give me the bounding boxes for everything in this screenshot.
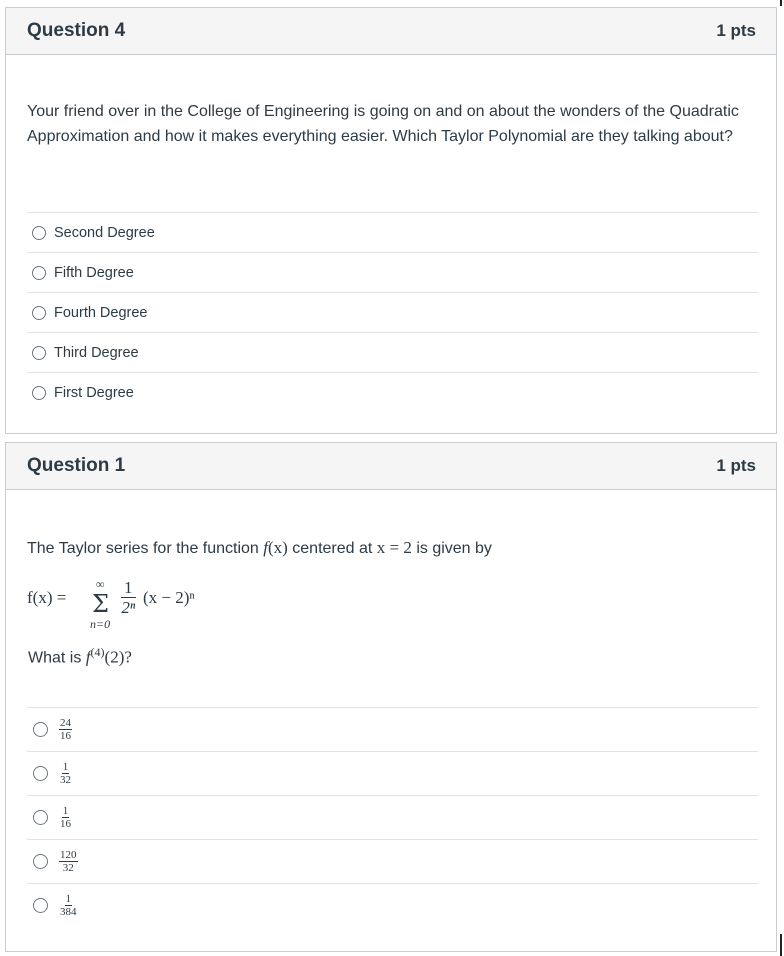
answer-option[interactable] xyxy=(27,252,758,292)
fraction-numerator: 120 xyxy=(60,849,77,861)
question-intro-text: centered at xyxy=(287,540,377,557)
fraction-denominator: 16 xyxy=(60,818,71,830)
answer-fraction xyxy=(59,849,78,874)
fraction-denominator: 384 xyxy=(60,906,77,918)
answer-option[interactable] xyxy=(27,372,758,412)
answer-option[interactable] xyxy=(27,795,758,839)
math-center: x = 2 xyxy=(376,538,412,557)
question-text xyxy=(27,535,747,561)
question-text: Your friend over in the College of Engineering is going on and on about the wonders of the Quadratic Approximation and how it makes everything easier. Which Taylor Polynomial are they talking about? xyxy=(27,103,739,145)
radio-button[interactable] xyxy=(32,226,46,240)
answer-option[interactable] xyxy=(27,212,758,252)
fraction-numerator: 24 xyxy=(60,717,71,729)
taylor-series-formula xyxy=(27,577,287,632)
window-edge-mark xyxy=(780,934,782,956)
fraction-denominator: 32 xyxy=(62,862,74,874)
fraction-numerator: 1 xyxy=(62,805,69,817)
question-ask xyxy=(28,645,132,667)
answer-label: Fifth Degree xyxy=(54,264,134,281)
answer-label: Third Degree xyxy=(54,344,139,361)
math-x: (x) xyxy=(268,538,288,557)
question-header xyxy=(6,443,776,490)
sum-lower-limit: n=0 xyxy=(90,617,111,631)
answer-option[interactable] xyxy=(27,751,758,795)
answer-label: First Degree xyxy=(54,384,134,401)
question-intro-text: The Taylor series for the function xyxy=(27,540,264,557)
radio-button[interactable] xyxy=(33,722,48,737)
formula-rhs: (x − 2)ⁿ xyxy=(143,588,195,607)
answer-fraction xyxy=(59,761,72,786)
fraction-numerator: 1 xyxy=(62,761,69,773)
fraction-denominator: 32 xyxy=(60,774,71,786)
question-title: Question 4 xyxy=(27,20,126,41)
question-4-card xyxy=(5,7,777,434)
fraction-denominator: 2ⁿ xyxy=(121,598,136,617)
question-intro-text: is given by xyxy=(411,540,492,557)
question-points: 1 pts xyxy=(716,21,756,40)
answer-label: Fourth Degree xyxy=(54,304,148,321)
answer-option[interactable] xyxy=(27,707,758,751)
radio-button[interactable] xyxy=(33,766,48,781)
answer-fraction xyxy=(59,805,72,830)
radio-button[interactable] xyxy=(32,386,46,400)
math-arg: (2)? xyxy=(104,647,132,667)
ask-text: What is xyxy=(28,649,86,667)
radio-button[interactable] xyxy=(32,306,46,320)
sum-upper-limit: ∞ xyxy=(96,577,105,591)
radio-button[interactable] xyxy=(33,854,48,869)
radio-button[interactable] xyxy=(33,810,48,825)
question-header xyxy=(6,8,776,55)
fraction-numerator: 1 xyxy=(65,893,71,905)
formula-lhs: f(x) = xyxy=(27,588,67,607)
answer-list xyxy=(27,212,758,412)
answer-option[interactable] xyxy=(27,292,758,332)
formula-fraction xyxy=(121,578,136,617)
summation-symbol: Σ xyxy=(92,590,109,618)
answer-fraction xyxy=(59,717,72,742)
derivative-order: (4) xyxy=(90,645,105,659)
question-1-card xyxy=(5,442,777,952)
answer-option[interactable] xyxy=(27,839,758,883)
radio-button[interactable] xyxy=(32,346,46,360)
window-edge-mark xyxy=(780,0,782,6)
answer-label: Second Degree xyxy=(54,224,155,241)
question-points: 1 pts xyxy=(716,456,756,475)
fraction-denominator: 16 xyxy=(60,730,71,742)
answer-option[interactable] xyxy=(27,883,758,927)
math-f: f xyxy=(85,647,91,667)
answer-list xyxy=(27,707,758,927)
answer-option[interactable] xyxy=(27,332,758,372)
question-title: Question 1 xyxy=(27,455,126,476)
answer-fraction xyxy=(59,893,78,918)
fraction-numerator: 1 xyxy=(121,578,136,598)
math-f: f xyxy=(263,538,268,557)
radio-button[interactable] xyxy=(32,266,46,280)
radio-button[interactable] xyxy=(33,898,48,913)
